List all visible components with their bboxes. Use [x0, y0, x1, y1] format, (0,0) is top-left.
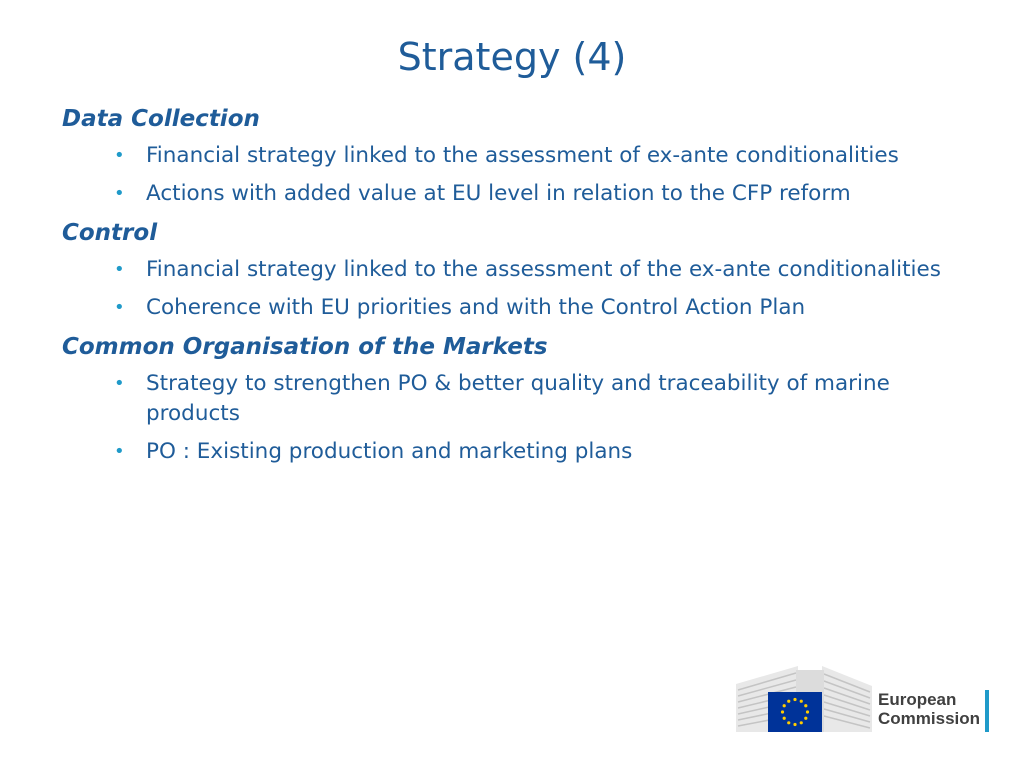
- bullet-item: [62, 179, 946, 209]
- bullet-icon: •: [114, 259, 125, 280]
- bullet-text: PO : Existing production and marketing plans: [146, 439, 633, 464]
- slide-title: Strategy (4): [397, 35, 627, 79]
- berlaymont-building-icon: [736, 664, 872, 734]
- bullet-item: [62, 369, 946, 429]
- bullet-icon: •: [114, 297, 125, 318]
- bullet-text: Financial strategy linked to the assessment of ex-ante conditionalities: [146, 143, 899, 168]
- bullet-icon: •: [114, 441, 125, 462]
- eu-flag-icon: [768, 692, 822, 732]
- bullet-item: [62, 293, 946, 323]
- logo-wordmark: [878, 690, 980, 728]
- bullet-list-control: [62, 255, 962, 323]
- bullet-icon: •: [114, 145, 125, 166]
- bullet-item: [62, 255, 946, 285]
- bullet-item: [62, 437, 946, 467]
- section-heading-markets: Common Organisation of the Markets: [62, 334, 548, 360]
- bullet-list-markets: [62, 369, 962, 467]
- bullet-list-data-collection: [62, 141, 962, 209]
- european-commission-logo: [736, 664, 994, 734]
- logo-accent-bar: [985, 690, 989, 732]
- bullet-item: [62, 141, 946, 171]
- bullet-text: Actions with added value at EU level in relation to the CFP reform: [146, 181, 851, 206]
- bullet-icon: •: [114, 183, 125, 204]
- slide-content: [62, 103, 962, 475]
- bullet-icon: •: [114, 373, 125, 394]
- bullet-text: Strategy to strengthen PO & better quality and traceability of marine products: [146, 371, 890, 426]
- bullet-text: Financial strategy linked to the assessment of the ex-ante conditionalities: [146, 257, 941, 282]
- section-heading-control: Control: [62, 220, 158, 246]
- bullet-text: Coherence with EU priorities and with the Control Action Plan: [146, 295, 806, 320]
- logo-line-european: European: [878, 690, 957, 709]
- logo-line-commission: Commission: [878, 709, 981, 728]
- section-heading-data-collection: Data Collection: [62, 106, 260, 132]
